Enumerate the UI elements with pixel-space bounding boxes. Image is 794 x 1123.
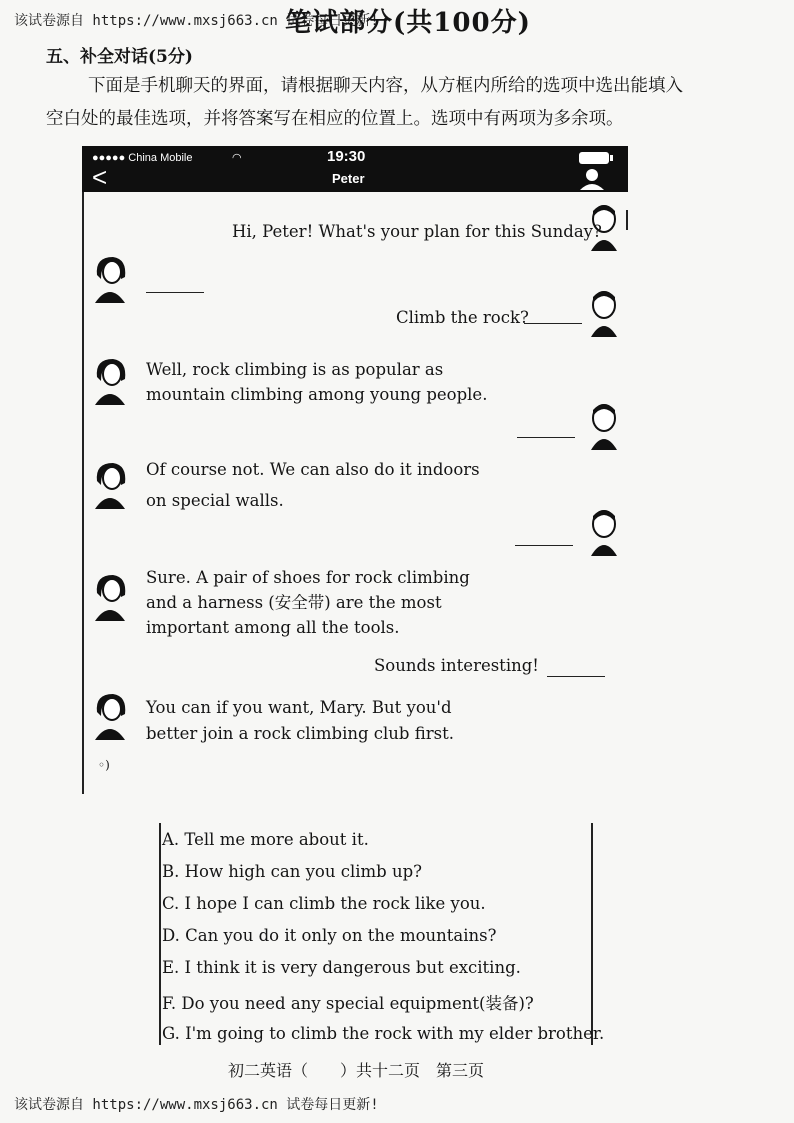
avatar-mary-icon <box>91 255 129 303</box>
question-title: 五、补全对话(5分) <box>46 47 193 67</box>
back-arrow-icon[interactable]: < <box>92 162 108 192</box>
chat-message-peter-10a: You can if you want, Mary. But you'd <box>146 698 452 717</box>
section-heading: 笔试部分(共100分) <box>285 8 531 38</box>
avatar-mary-icon <box>91 357 129 405</box>
carrier-label: ●●●●● China Mobile <box>92 152 193 164</box>
wifi-icon: ◠ <box>232 152 242 164</box>
chat-message-peter-4b: mountain climbing among young people. <box>146 385 488 404</box>
chat-message-peter-10b: better join a rock climbing club first. <box>146 724 454 743</box>
chat-message-peter-6b: on special walls. <box>146 491 284 510</box>
chat-message-mary-1: Hi, Peter! What's your plan for this Sunday? <box>232 222 602 241</box>
avatar-peter-icon <box>585 402 623 450</box>
option-b: B. How high can you climb up? <box>162 862 423 881</box>
answer-blank-3[interactable] <box>517 437 575 438</box>
avatar-peter-icon <box>585 508 623 556</box>
watermark-top: 该试卷源自 https://www.mxsj663.cn 试卷每日更新! <box>14 13 379 29</box>
phone-status-bar <box>82 146 628 192</box>
page-footer: 初二英语（ ）共十二页 第三页 <box>228 1061 485 1080</box>
chat-message-peter-8b: and a harness (安全带) are the most <box>146 593 442 612</box>
contact-person-icon[interactable] <box>579 168 605 190</box>
avatar-peter-icon <box>585 289 623 337</box>
answer-blank-4[interactable] <box>515 545 573 546</box>
voice-icon[interactable]: ◦) <box>98 758 110 772</box>
chat-message-mary-3: Climb the rock? <box>396 308 529 327</box>
option-e: E. I think it is very dangerous but exciting. <box>162 958 521 977</box>
answer-blank-1[interactable] <box>146 292 204 293</box>
avatar-mary-icon <box>91 461 129 509</box>
clock-time: 19:30 <box>327 148 366 165</box>
option-f: F. Do you need any special equipment(装备)? <box>162 994 534 1013</box>
phone-frame-edge <box>82 192 84 794</box>
option-d: D. Can you do it only on the mountains? <box>162 926 497 945</box>
answer-blank-5[interactable] <box>547 676 605 677</box>
chat-message-peter-4a: Well, rock climbing is as popular as <box>146 360 444 379</box>
option-g: G. I'm going to climb the rock with my elder brother. <box>162 1024 605 1043</box>
chat-message-peter-8c: important among all the tools. <box>146 618 400 637</box>
option-a: A. Tell me more about it. <box>162 830 369 849</box>
avatar-mary-icon <box>91 692 129 740</box>
avatar-mary-icon <box>91 573 129 621</box>
chat-message-peter-6a: Of course not. We can also do it indoors <box>146 460 480 479</box>
question-instruction: 下面是手机聊天的界面，请根据聊天内容，从方框内所给的选项中选出能填入空白处的最佳选项，并将答案写在相应的位置上。选项中有两项为多余项。 <box>46 76 683 129</box>
contact-name: Peter <box>332 171 365 186</box>
option-c: C. I hope I can climb the rock like you. <box>162 894 486 913</box>
chat-message-mary-9: Sounds interesting! <box>374 656 539 675</box>
cursor-mark <box>626 210 628 230</box>
watermark-bottom: 该试卷源自 https://www.mxsj663.cn 试卷每日更新! <box>14 1097 379 1113</box>
chat-message-peter-8a: Sure. A pair of shoes for rock climbing <box>146 568 470 587</box>
answer-blank-2[interactable] <box>524 323 582 324</box>
battery-icon <box>579 152 609 164</box>
